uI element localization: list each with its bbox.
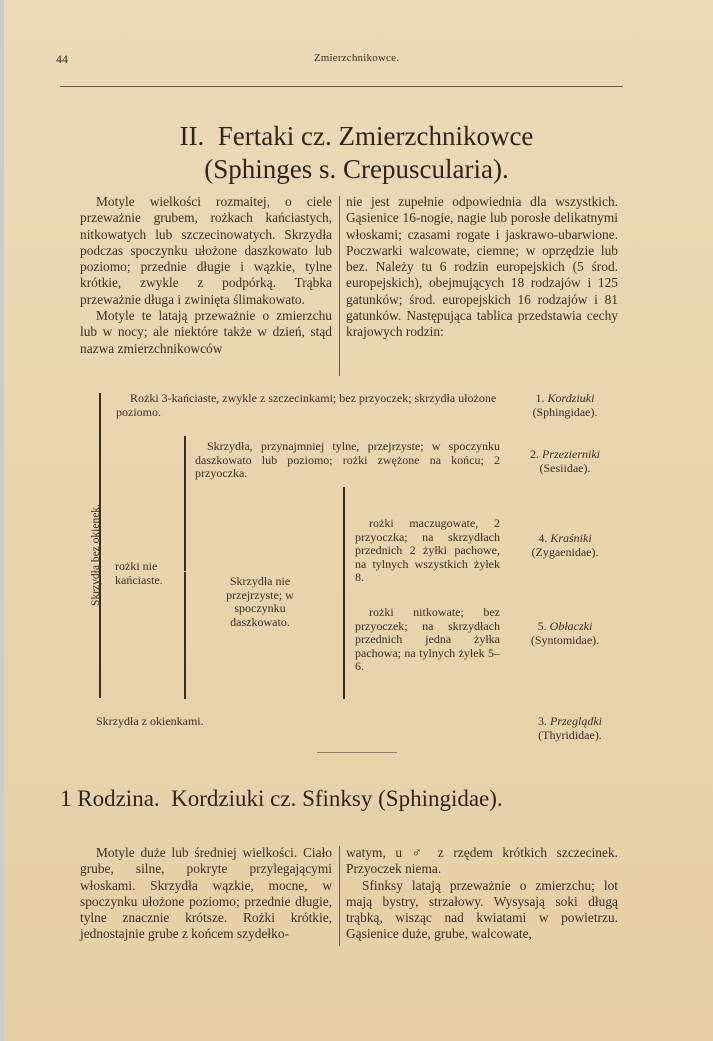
family-number: 2.	[530, 447, 539, 461]
key-row-c: Skrzydła z okienkami.	[96, 714, 204, 728]
brace-level2	[184, 436, 186, 571]
column-divider	[339, 846, 340, 946]
brace-level3	[343, 487, 345, 699]
family-number: 4.	[538, 531, 548, 545]
section-separator	[317, 752, 397, 753]
page-number: 44	[56, 52, 68, 66]
vertical-label: Skrzydła bez okienek.	[90, 504, 102, 606]
family-latin: (Sphingidae).	[532, 404, 598, 419]
intro-left-column	[80, 194, 332, 357]
paragraph: Motyle wielkości rozmaitej, o ciele przeważnie grubem, rożkach kańciastych, nitkowatych lub szczecinowatych. Skrzydła podczas spoczynku ułożone daszkowato lub poziomo; przednie długie i wązkie, tylne krótkie, zwykle z podpórką. Trąbka przeważnie długa i zwinięta ślimakowato.	[80, 194, 332, 307]
family-result	[515, 715, 625, 742]
header-rule	[60, 86, 623, 87]
family-result	[510, 620, 620, 647]
chapter-title-line1: II. Fertaki cz. Zmierzchnikowce	[179, 121, 534, 151]
section-title: 1 Rodzina. Kordziuki cz. Sfinksy (Sphingidae).	[60, 786, 503, 811]
paragraph: Motyle duże lub średniej wielkości. Ciało grube, silne, pokryte przylegającymi włoskami. Skrzydła wązkie, mocne, w spoczynku ułożone poziomo; przednie długie, tylne znacznie krótsze. Rożki krótkie, jednostajnie grube z końcem szydełko-	[80, 845, 332, 942]
family-name: Przeglądki	[550, 714, 602, 728]
key-row-b-label: rożki nie kańciaste.	[115, 559, 163, 587]
key-row-b1: Skrzydła, przynajmniej tylne, przejrzyste; w spoczynku daszkowato lub poziomo; rożki zwężone na końcu; 2 przyoczka.	[195, 439, 500, 480]
paragraph: Sfinksy latają przeważnie o zmierzchu; lot mają bystry, strzałowy. Wysysają soki długą trąbką, wisząc nad kwiatami w powietrzu. Gąsienice duże, grube, walcowate,	[346, 877, 618, 942]
key-row-b2b: rożki nitkowate; bez przyoczek; na skrzydłach przednich jedna żyłka pachowa; na tylnych żyłek 5–6.	[355, 605, 500, 673]
family-latin: (Sesiidae).	[539, 460, 591, 475]
running-title: Zmierzchnikowce.	[313, 52, 400, 64]
family-result	[510, 448, 620, 475]
chapter-title	[0, 120, 713, 186]
family-number: 5.	[537, 619, 547, 633]
family-number: 1.	[535, 391, 545, 405]
key-row-b2-label: Skrzydła nie przejrzyste; w spoczynku daszkowato.	[226, 574, 294, 629]
paragraph: Motyle te latają przeważnie o zmierzchu lub w nocy; ale niektóre także w dzień, stąd nazwa zmierzchnikowców	[80, 308, 332, 356]
key-row-a: Rożki 3-kańciaste, zwykle z szczecinkami; bez przyoczek; skrzydła ułożone poziomo.	[116, 391, 497, 419]
family-result	[510, 532, 620, 559]
family-name: Przezierniki	[542, 447, 600, 461]
intro-right-column	[346, 194, 618, 341]
family-latin: (Thyrididae).	[538, 727, 602, 742]
key-row-b2a: rożki maczugowate, 2 przyoczka; na skrzydłach przednich 2 żyłki pachowe, na tylnych wszystkich żyłek 8.	[355, 516, 500, 584]
chapter-title-line2: (Sphinges s. Crepuscularia).	[204, 154, 509, 184]
paragraph: nie jest zupełnie odpowiednia dla wszystkich. Gąsienice 16-nogie, nagie lub porosłe delikatnymi włoskami; czasami rogate i jaskrawo-ubarwione. Poczwarki walcowate, ciemne; w oprzędzie lub bez. Należy tu 6 rodzin europejskich (5 środ. europejskich), obejmujących 18 rodzajów i 125 gatunków; środ. europejskich 16 rodzajów i 81 gatunków. Następująca tablica przedstawia cechy krajowych rodzin:	[346, 194, 618, 340]
family-name: Kordziuki	[547, 391, 595, 405]
family-name: Kraśniki	[550, 531, 592, 545]
brace-level2b	[184, 572, 186, 699]
section-left-column	[80, 845, 332, 943]
section-right-column	[346, 845, 618, 943]
family-latin: (Zygaenidae).	[531, 544, 599, 559]
family-number: 3.	[538, 714, 547, 728]
family-latin: (Syntomidae).	[530, 632, 600, 647]
paragraph: watym, u ♂ z rzędem krótkich szczecinek. Przyoczek niema.	[346, 845, 618, 877]
column-divider	[339, 196, 340, 376]
family-result	[510, 392, 620, 419]
family-name: Obłaczki	[549, 619, 593, 633]
